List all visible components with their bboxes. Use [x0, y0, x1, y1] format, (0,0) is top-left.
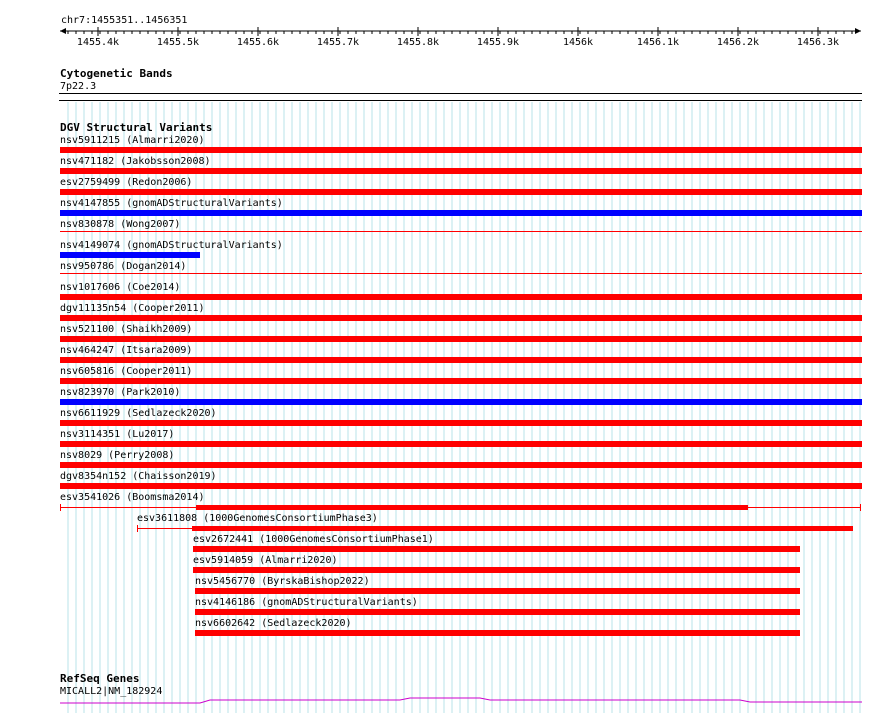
dgv-feature-label[interactable]: esv2672441 (1000GenomesConsortiumPhase1): [193, 534, 434, 545]
dgv-feature-label[interactable]: nsv8029 (Perry2008): [60, 450, 175, 461]
dgv-feature-label[interactable]: nsv464247 (Itsara2009): [60, 345, 193, 356]
dgv-feature-label[interactable]: nsv830878 (Wong2007): [60, 219, 181, 230]
dgv-feature-bar[interactable]: [60, 252, 200, 258]
dgv-feature-bar[interactable]: [60, 336, 862, 342]
dgv-feature-label[interactable]: nsv4147855 (gnomADStructuralVariants): [60, 198, 283, 209]
cytoband-label: 7p22.3: [60, 81, 97, 92]
ruler-tick-label: 1455.9k: [476, 37, 520, 48]
ruler-tick-label: 1456k: [562, 37, 594, 48]
dgv-feature-bar[interactable]: [195, 609, 800, 615]
dgv-feature-bar[interactable]: [192, 526, 853, 531]
dgv-track-title: DGV Structural Variants: [60, 121, 213, 134]
ruler-tick-label: 1455.6k: [236, 37, 280, 48]
ruler-tick-label: 1455.5k: [156, 37, 200, 48]
dgv-feature-bar[interactable]: [60, 378, 862, 384]
dgv-feature-bar[interactable]: [60, 483, 862, 489]
location-label: chr7:1455351..1456351: [61, 15, 188, 26]
dgv-feature-label[interactable]: nsv1017606 (Coe2014): [60, 282, 181, 293]
ruler-tick-label: 1456.1k: [636, 37, 680, 48]
dgv-feature-label[interactable]: nsv605816 (Cooper2011): [60, 366, 193, 377]
refseq-gene-feature[interactable]: [60, 698, 862, 703]
dgv-feature-label[interactable]: nsv3114351 (Lu2017): [60, 429, 175, 440]
dgv-feature-bar[interactable]: [60, 147, 862, 153]
dgv-feature-label[interactable]: esv3541026 (Boomsma2014): [60, 492, 205, 503]
ruler-tick-label: 1455.8k: [396, 37, 440, 48]
dgv-feature-bar[interactable]: [60, 315, 862, 321]
dgv-feature-bar[interactable]: [60, 357, 862, 363]
dgv-feature-label[interactable]: nsv823970 (Park2010): [60, 387, 181, 398]
dgv-feature-label[interactable]: nsv4149074 (gnomADStructuralVariants): [60, 240, 283, 251]
dgv-feature-label[interactable]: nsv6602642 (Sedlazeck2020): [195, 618, 352, 629]
dgv-feature-label[interactable]: nsv6611929 (Sedlazeck2020): [60, 408, 217, 419]
refseq-track-title: RefSeq Genes: [60, 672, 140, 685]
dgv-feature-bar[interactable]: [60, 210, 862, 216]
dgv-feature-bar[interactable]: [60, 399, 862, 405]
dgv-feature-label[interactable]: dgv8354n152 (Chaisson2019): [60, 471, 217, 482]
dgv-feature-label[interactable]: nsv5911215 (Almarri2020): [60, 135, 205, 146]
dgv-feature-bar[interactable]: [60, 420, 862, 426]
dgv-feature-label[interactable]: nsv950786 (Dogan2014): [60, 261, 187, 272]
dgv-feature-bar[interactable]: [60, 168, 862, 174]
dgv-feature-bar[interactable]: [60, 462, 862, 468]
dgv-feature-label[interactable]: dgv11135n54 (Cooper2011): [60, 303, 205, 314]
ruler-tick-label: 1456.3k: [796, 37, 840, 48]
dgv-feature-bar[interactable]: [60, 294, 862, 300]
ruler-tick-label: 1455.7k: [316, 37, 360, 48]
dgv-feature-bar[interactable]: [196, 505, 748, 510]
ruler-tick-label: 1455.4k: [76, 37, 120, 48]
dgv-feature-label[interactable]: nsv471182 (Jakobsson2008): [60, 156, 211, 167]
dgv-feature-bar[interactable]: [60, 441, 862, 447]
dgv-feature-label[interactable]: esv5914059 (Almarri2020): [193, 555, 338, 566]
dgv-feature-bar[interactable]: [60, 189, 862, 195]
dgv-feature-label[interactable]: esv2759499 (Redon2006): [60, 177, 193, 188]
ruler-tick-label: 1456.2k: [716, 37, 760, 48]
cytoband-track-title: Cytogenetic Bands: [60, 67, 173, 80]
dgv-feature-bar[interactable]: [195, 588, 800, 594]
dgv-feature-bar[interactable]: [60, 231, 862, 232]
refseq-gene-label[interactable]: MICALL2|NM_182924: [60, 686, 163, 697]
dgv-feature-bar[interactable]: [195, 630, 800, 636]
dgv-feature-bar[interactable]: [193, 546, 800, 552]
dgv-feature-label[interactable]: esv3611808 (1000GenomesConsortiumPhase3): [137, 513, 378, 524]
dgv-feature-label[interactable]: nsv4146186 (gnomADStructuralVariants): [195, 597, 418, 608]
dgv-feature-bar[interactable]: [193, 567, 800, 573]
dgv-feature-label[interactable]: nsv521100 (Shaikh2009): [60, 324, 193, 335]
dgv-feature-label[interactable]: nsv5456770 (ByrskaBishop2022): [195, 576, 370, 587]
dgv-feature-bar[interactable]: [60, 273, 862, 274]
